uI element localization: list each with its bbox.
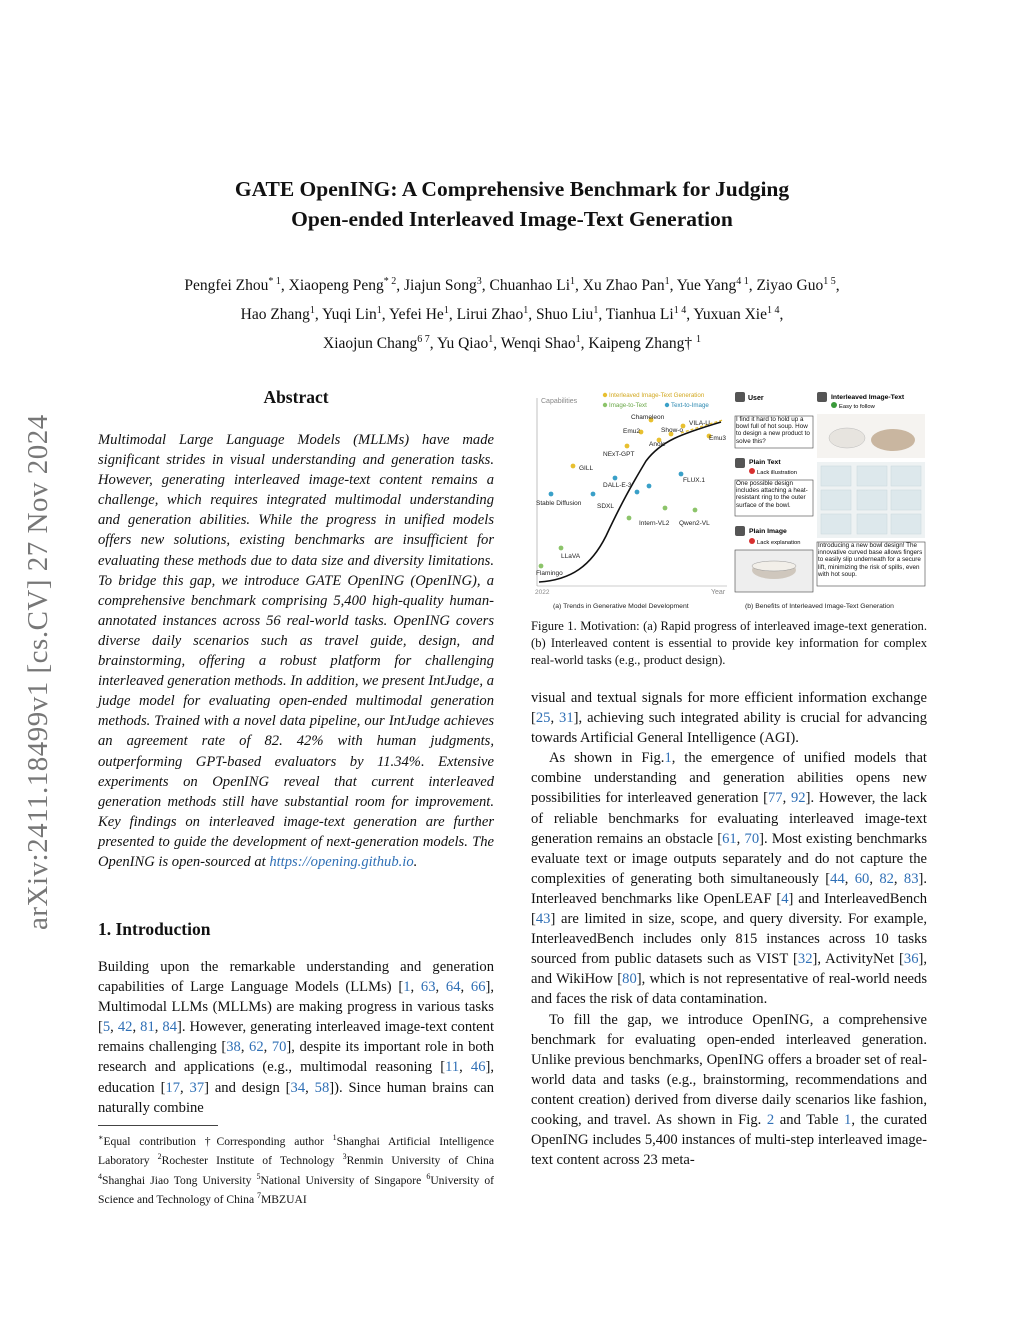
citation-link[interactable]: 43 bbox=[535, 911, 551, 928]
paragraph-opening bbox=[531, 1010, 927, 1171]
figure-1 bbox=[531, 386, 927, 616]
dot-extra-1 bbox=[647, 484, 652, 489]
text-run: , bbox=[736, 830, 745, 847]
author-affiliation: 1 bbox=[664, 276, 670, 287]
footnote-mark: 2 bbox=[157, 1152, 162, 1162]
author-name: Yuqi Lin bbox=[322, 305, 377, 323]
author-name: Tianhua Li bbox=[605, 305, 674, 323]
text-run: and Table bbox=[774, 1111, 845, 1128]
author-name: Yefei He bbox=[388, 305, 444, 323]
section-heading-introduction: 1. Introduction bbox=[98, 919, 211, 939]
text-run: , bbox=[844, 870, 855, 887]
citation-link[interactable]: 11 bbox=[445, 1059, 460, 1076]
text-run: ], and WikiHow [ bbox=[531, 951, 927, 988]
citation-link[interactable]: 77 bbox=[768, 790, 783, 807]
text-run: ]). Since human brains can naturally combine bbox=[98, 1079, 495, 1116]
text-run: ], despite its important role in both research and applications (e.g., multimodal reasoning [ bbox=[98, 1039, 495, 1076]
author-line: Pengfei Zhou$^{* 1}$, Xiaopeng Peng$^{* 2}$, Jiajun Song$^3$, Chuanhao Li$^1$, Xu Zhao Pan$^1$, Yue Yang$^{4 1}$, Ziyao Guo$^{1 5}$, bbox=[184, 276, 840, 295]
text-run: To fill the gap, we introduce OpenING, a comprehensive benchmark for evaluating open-ended interleaved generation. Unlike previous benchmarks, OpenING offers a broader set of real-world data and tasks (e.g., brainstorming, recommendations and content creation) derived from diverse daily scenarios like fashion, cooking, and travel. As shown in Fig. bbox=[531, 1011, 927, 1128]
text-run: ], which is not representative of real-world needs and faces the risk of data contamination. bbox=[531, 971, 927, 1008]
capabilities-label: Capabilities bbox=[541, 398, 578, 405]
bowl-render-2 bbox=[871, 429, 915, 451]
author-affiliation: 1 5 bbox=[823, 276, 836, 287]
citation-link[interactable]: 42 bbox=[117, 1019, 133, 1036]
citation-link[interactable]: 92 bbox=[790, 790, 806, 807]
author-affiliation: 1 bbox=[309, 304, 315, 316]
benefits-panel bbox=[735, 392, 925, 610]
citation-link[interactable]: 84 bbox=[162, 1019, 178, 1036]
author-name: Jiajun Song bbox=[404, 277, 477, 295]
citation-link[interactable]: 61 bbox=[722, 830, 737, 847]
footnote-text: MBZUAI bbox=[261, 1193, 307, 1207]
dot-extra-2 bbox=[635, 490, 640, 495]
user-label: User bbox=[748, 395, 764, 402]
text-run: , bbox=[435, 979, 446, 996]
citation-link[interactable]: 37 bbox=[189, 1079, 205, 1096]
text-run: ]. Most existing benchmarks evaluate text or image outputs separately and do not capture the complexities of generating both simultaneously [ bbox=[531, 830, 927, 887]
footnote-mark: 6 bbox=[426, 1171, 431, 1181]
citation-link[interactable]: 1 bbox=[664, 750, 672, 767]
author-name: Kaipeng Zhang† bbox=[588, 334, 696, 352]
citation-link[interactable]: 82 bbox=[879, 870, 894, 887]
author-affiliation: 1 bbox=[376, 304, 382, 316]
author-affiliation: 1 bbox=[443, 304, 449, 316]
dot-next-gpt bbox=[625, 444, 630, 449]
author-name: Wenqi Shao bbox=[500, 334, 576, 352]
check-icon-interleaved bbox=[831, 402, 837, 408]
text-run: ] are limited in size, scope, and query diversity. For example, InterleavedBench includes only 815 instances across 10 tasks sourced from public datasets such as VIST [ bbox=[531, 911, 927, 968]
usage-sketches bbox=[821, 466, 921, 534]
legend-dot-image-to-text bbox=[603, 403, 607, 407]
author-affiliation: 1 bbox=[523, 304, 529, 316]
text-run: , the emergence of unified models that combine understanding and generation abilities opens new possibilities for interleaved generation [ bbox=[531, 750, 927, 807]
label-vila-u: VILA-U bbox=[689, 420, 710, 427]
abstract-text: Multimodal Large Language Models (MLLMs) have made significant strides in visual understanding and generation tasks. However, generating interleaved image-text content remains a challenge, which requires integrated multimodal understanding and generation abilities. While the progress in unified models offers new solutions, existing benchmarks are insufficient for evaluating these methods due to data size and diversity limitations. To bridge this gap, we introduce GATE OpenING (OpenING), a comprehensive benchmark comprising 5,400 high-quality human-annotated instances across 56 real-world tasks. OpenING covers diverse daily scenarios such as travel guide, design, and brainstorming, offering a robust platform for challenging interleaved generation methods. In addition, we present IntJudge, a judge model for evaluating open-ended multimodal generation methods. Trained with a novel data pipeline, our IntJudge achieves an agreement rate of 82. 42% with human judgments, outperforming GPT-based evaluators by 11.34%. Extensive experiments on OpenING reveal that current interleaved generation methods still have substantial room for improvement. Key findings on interleaved image-text generation are further presented to guide the development of next-generation models. The OpenING is open-sourced at bbox=[98, 432, 494, 870]
dot-llava bbox=[559, 546, 564, 551]
intro-paragraph bbox=[98, 957, 494, 1118]
citation-link[interactable]: 70 bbox=[271, 1039, 287, 1056]
text-run: , the curated OpenING includes 5,400 instances of multi-step interleaved image-text content across 23 meta- bbox=[531, 1111, 927, 1169]
author-affiliation: 1 bbox=[488, 333, 494, 345]
dot-stable-diffusion bbox=[549, 492, 554, 497]
text-run: , bbox=[263, 1039, 272, 1056]
text-run: , bbox=[893, 870, 904, 887]
citation-link[interactable]: 5 bbox=[102, 1019, 111, 1036]
dot-dall-e-3 bbox=[613, 476, 618, 481]
citation-link[interactable]: 46 bbox=[470, 1059, 486, 1076]
label-dall-e-3: DALL-E-3 bbox=[603, 482, 632, 489]
label-gill: GILL bbox=[579, 465, 594, 472]
author-name: Pengfei Zhou bbox=[184, 277, 269, 295]
model-dots bbox=[539, 418, 712, 569]
user-icon bbox=[735, 392, 745, 402]
dot-sdxl bbox=[591, 492, 596, 497]
text-run: visual and textual signals for more efficient information exchange [ bbox=[531, 690, 927, 727]
plain-text-badge: Lack illustration bbox=[757, 470, 797, 476]
author-affiliation: 1 bbox=[575, 333, 581, 345]
text-run: ], Multimodal LLMs (MLLMs) are making progress in various tasks [ bbox=[98, 979, 495, 1036]
citation-link[interactable]: 17 bbox=[165, 1079, 181, 1096]
citation-link[interactable]: 63 bbox=[420, 979, 436, 996]
arxiv-stamp: arXiv:2411.18499v1 [cs.CV] 27 Nov 2024 bbox=[22, 414, 54, 930]
footnote-text: National University of Singapore bbox=[260, 1173, 427, 1187]
robot-icon-plain-image bbox=[735, 526, 745, 536]
citation-link[interactable]: 80 bbox=[622, 971, 637, 988]
paper-title bbox=[112, 174, 912, 234]
dot-flamingo bbox=[539, 564, 544, 569]
legend-image-to-text: Image-to-Text bbox=[609, 402, 647, 409]
footnote-mark: 7 bbox=[257, 1191, 261, 1201]
author-name: Chuanhao Li bbox=[489, 277, 571, 295]
text-run: ], ActivityNet [ bbox=[812, 951, 904, 968]
trend-chart bbox=[535, 392, 727, 610]
author-name: Xiaopeng Peng bbox=[288, 277, 384, 295]
model-labels bbox=[536, 414, 726, 577]
legend-dot-interleaved bbox=[603, 393, 607, 397]
text-run: , bbox=[782, 790, 791, 807]
footnote-divider bbox=[98, 1125, 218, 1126]
dot-intern-vl2 bbox=[663, 506, 668, 511]
citation-link[interactable]: 2 bbox=[766, 1111, 775, 1128]
year-label: Year bbox=[711, 589, 726, 596]
footnote-mark: 1 bbox=[332, 1133, 337, 1142]
text-run: , bbox=[459, 1059, 471, 1076]
footnote-text: Rochester Institute of Technology bbox=[161, 1154, 343, 1168]
label-qwen2-vl: Qwen2-VL bbox=[679, 520, 710, 527]
citation-link[interactable]: 60 bbox=[854, 870, 870, 887]
author-line: Xiaojun Chang$^{6 7}$, Yu Qiao$^1$, Wenqi Shao$^1$, Kaipeng Zhang† $^1$ bbox=[323, 333, 701, 352]
author-affiliation: 4 1 bbox=[736, 276, 749, 287]
plain-image-label: Plain Image bbox=[749, 528, 787, 535]
label-show-o: Show-o bbox=[661, 427, 684, 434]
author-affiliation: 1 4 bbox=[767, 304, 780, 316]
author-name: Yu Qiao bbox=[436, 334, 489, 352]
legend-interleaved: Interleaved Image-Text Generation bbox=[609, 392, 705, 399]
label-intern-vl2: Intern-VL2 bbox=[639, 520, 670, 527]
dot-extra-3 bbox=[627, 516, 632, 521]
robot-icon-interleaved bbox=[817, 392, 827, 402]
author-affiliation: 1 4 bbox=[673, 304, 687, 316]
citation-link[interactable]: 66 bbox=[470, 979, 486, 996]
label-anole: Anole bbox=[649, 441, 666, 448]
footnote-mark: ∗ bbox=[98, 1133, 104, 1142]
author-affiliation: * 2 bbox=[383, 276, 397, 287]
abstract-body bbox=[98, 430, 494, 872]
plain-text-label: Plain Text bbox=[749, 459, 781, 466]
text-run: , bbox=[132, 1019, 141, 1036]
author-affiliation: 1 bbox=[696, 333, 701, 345]
footnote-mark: 3 bbox=[342, 1152, 347, 1162]
label-emu2: Emu2 bbox=[623, 428, 640, 435]
author-affiliation: 1 bbox=[570, 276, 576, 287]
interleaved-badge: Easy to follow bbox=[839, 404, 875, 410]
citation-link[interactable]: 31 bbox=[559, 710, 574, 727]
label-sdxl: SDXL bbox=[597, 503, 614, 510]
author-name: Yuxuan Xie bbox=[693, 305, 767, 323]
text-run: , bbox=[410, 979, 421, 996]
citation-link[interactable]: 70 bbox=[744, 830, 760, 847]
footnote-mark: 5 bbox=[256, 1171, 261, 1181]
abstract-end: . bbox=[413, 853, 418, 870]
interleaved-label: Interleaved Image-Text bbox=[831, 394, 905, 401]
figure-1-caption: Figure 1. Motivation: (a) Rapid progress of interleaved image-text generation. (b) Interleaved content is essential to provide key information for complex real-world tasks (e.g., product design). bbox=[531, 619, 927, 668]
cross-icon-plain-image bbox=[749, 538, 755, 544]
text-run: , bbox=[869, 870, 880, 887]
text-run: Building upon the remarkable understanding and generation capabilities of Large Language Models (LLMs) [ bbox=[98, 959, 494, 996]
text-run: ]. However, generating interleaved image-text content remains challenging [ bbox=[98, 1019, 495, 1056]
author-name: Hao Zhang bbox=[240, 305, 310, 323]
footnote-text: Shanghai Jiao Tong University bbox=[102, 1173, 257, 1187]
footnote-text: Equal contribution †Corresponding author bbox=[103, 1134, 333, 1148]
citation-link[interactable]: 36 bbox=[903, 951, 919, 968]
footnote-text: University of Science and Technology of China bbox=[98, 1173, 494, 1207]
title-line-2: Open-ended Interleaved Image-Text Generation bbox=[291, 207, 733, 231]
label-flux: FLUX.1 bbox=[683, 477, 706, 484]
citation-link[interactable]: 81 bbox=[140, 1019, 155, 1036]
citation-link[interactable]: 44 bbox=[830, 870, 845, 887]
citation-link[interactable]: 38 bbox=[226, 1039, 241, 1056]
legend-text-to-image: Text-to-Image bbox=[671, 402, 709, 409]
plain-image-badge: Lack explanation bbox=[757, 540, 801, 546]
footnote-mark: 4 bbox=[98, 1171, 102, 1181]
citation-link[interactable]: 62 bbox=[249, 1039, 264, 1056]
text-run: ], achieving such integrated ability is crucial for advancing towards Artificial General Intelligence (AGI). bbox=[531, 710, 928, 747]
author-name: Shuo Liu bbox=[536, 305, 594, 323]
text-run: , bbox=[180, 1079, 190, 1096]
citation-link[interactable]: 1 bbox=[844, 1111, 852, 1128]
citation-link[interactable]: 34 bbox=[290, 1079, 306, 1096]
interleaved-answer: Introducing a new bowl design! The innovative curved base allows fingers to easily slip underneath for a secure lift, minimizing the risk of spills, even with hot soup. bbox=[818, 542, 923, 578]
caption-b: (b) Benefits of Interleaved Image-Text Generation bbox=[745, 603, 894, 610]
text-run: ]. However, the lack of reliable benchmarks for evaluating interleaved image-text generation remains an obstacle [ bbox=[531, 790, 927, 847]
text-run: , bbox=[240, 1039, 250, 1056]
citation-link[interactable]: 4 bbox=[781, 890, 789, 907]
label-next-gpt: NExT-GPT bbox=[603, 451, 635, 458]
author-affiliation: * 1 bbox=[268, 276, 281, 287]
paragraph-benchmarks bbox=[531, 748, 927, 1009]
text-run: ] and design [ bbox=[204, 1079, 291, 1096]
footnote-text: Shanghai Artificial Intelligence Laboratory bbox=[98, 1134, 494, 1168]
label-flamingo: Flamingo bbox=[536, 570, 563, 577]
citation-link[interactable]: 64 bbox=[445, 979, 461, 996]
text-run: , bbox=[460, 979, 471, 996]
text-run: ], education [ bbox=[98, 1059, 495, 1096]
user-query: I find it hard to hold up a bowl full of hot soup. How to design a new product to solve this? bbox=[736, 416, 810, 445]
text-run: ] and InterleavedBench [ bbox=[531, 890, 927, 928]
citation-link[interactable]: 83 bbox=[903, 870, 919, 887]
dot-qwen2-vl bbox=[693, 508, 698, 513]
author-name: Yue Yang bbox=[676, 277, 737, 295]
author-line: Hao Zhang$^1$, Yuqi Lin$^1$, Yefei He$^1$, Lirui Zhao$^1$, Shuo Liu$^1$, Tianhua $Li^{1 4}$, Yuxuan Xie$^{1 4}$, bbox=[240, 304, 784, 323]
footnote-text: Renmin University of China bbox=[346, 1154, 494, 1168]
citation-link[interactable]: 32 bbox=[797, 951, 813, 968]
citation-link[interactable]: 58 bbox=[314, 1079, 330, 1096]
abstract-heading: Abstract bbox=[263, 387, 329, 407]
bowl-render-1 bbox=[829, 428, 865, 448]
author-affiliation: 6 7 bbox=[417, 333, 430, 345]
citation-link[interactable]: 25 bbox=[535, 710, 551, 727]
legend-dot-text-to-image bbox=[665, 403, 669, 407]
text-run: ]. Interleaved benchmarks like OpenLEAF [ bbox=[531, 870, 928, 907]
caption-a: (a) Trends in Generative Model Development bbox=[553, 603, 689, 610]
text-run: , bbox=[154, 1019, 163, 1036]
robot-icon-plain-text bbox=[735, 458, 745, 468]
author-affiliation: 3 bbox=[476, 276, 482, 287]
author-name: Lirui Zhao bbox=[456, 305, 524, 323]
cross-icon-plain-text bbox=[749, 468, 755, 474]
label-emu3: Emu3 bbox=[709, 435, 726, 442]
label-chameleon: Chameleon bbox=[631, 414, 665, 421]
author-name: Ziyao Guo bbox=[756, 277, 824, 295]
year-start-label: 2022 bbox=[535, 589, 550, 596]
paragraph-continuation bbox=[531, 688, 927, 748]
text-run: , bbox=[550, 710, 560, 727]
label-stable-diffusion: Stable Diffusion bbox=[536, 500, 582, 507]
text-run: As shown in Fig. bbox=[549, 750, 665, 767]
plain-text-answer: One possible design includes attaching a heat-resistant ring to the outer surface of the bowl. bbox=[736, 480, 808, 509]
dot-gill bbox=[571, 464, 576, 469]
author-affiliation: 1 bbox=[593, 304, 599, 316]
label-llava: LLaVA bbox=[561, 553, 581, 560]
right-column-text bbox=[531, 688, 927, 1170]
footnote bbox=[98, 1130, 494, 1208]
text-run: , bbox=[110, 1019, 118, 1036]
dot-flux bbox=[679, 472, 684, 477]
bowl-rim bbox=[752, 561, 796, 571]
text-run: , bbox=[305, 1079, 315, 1096]
author-name: Xu Zhao Pan bbox=[582, 277, 665, 295]
author-list bbox=[98, 270, 926, 356]
citation-link[interactable]: 1 bbox=[403, 979, 411, 996]
title-line-1: GATE OpenING: A Comprehensive Benchmark for Judging bbox=[234, 177, 790, 201]
author-name: Xiaojun Chang bbox=[323, 334, 418, 352]
project-link[interactable]: https://opening.github.io bbox=[269, 853, 414, 870]
